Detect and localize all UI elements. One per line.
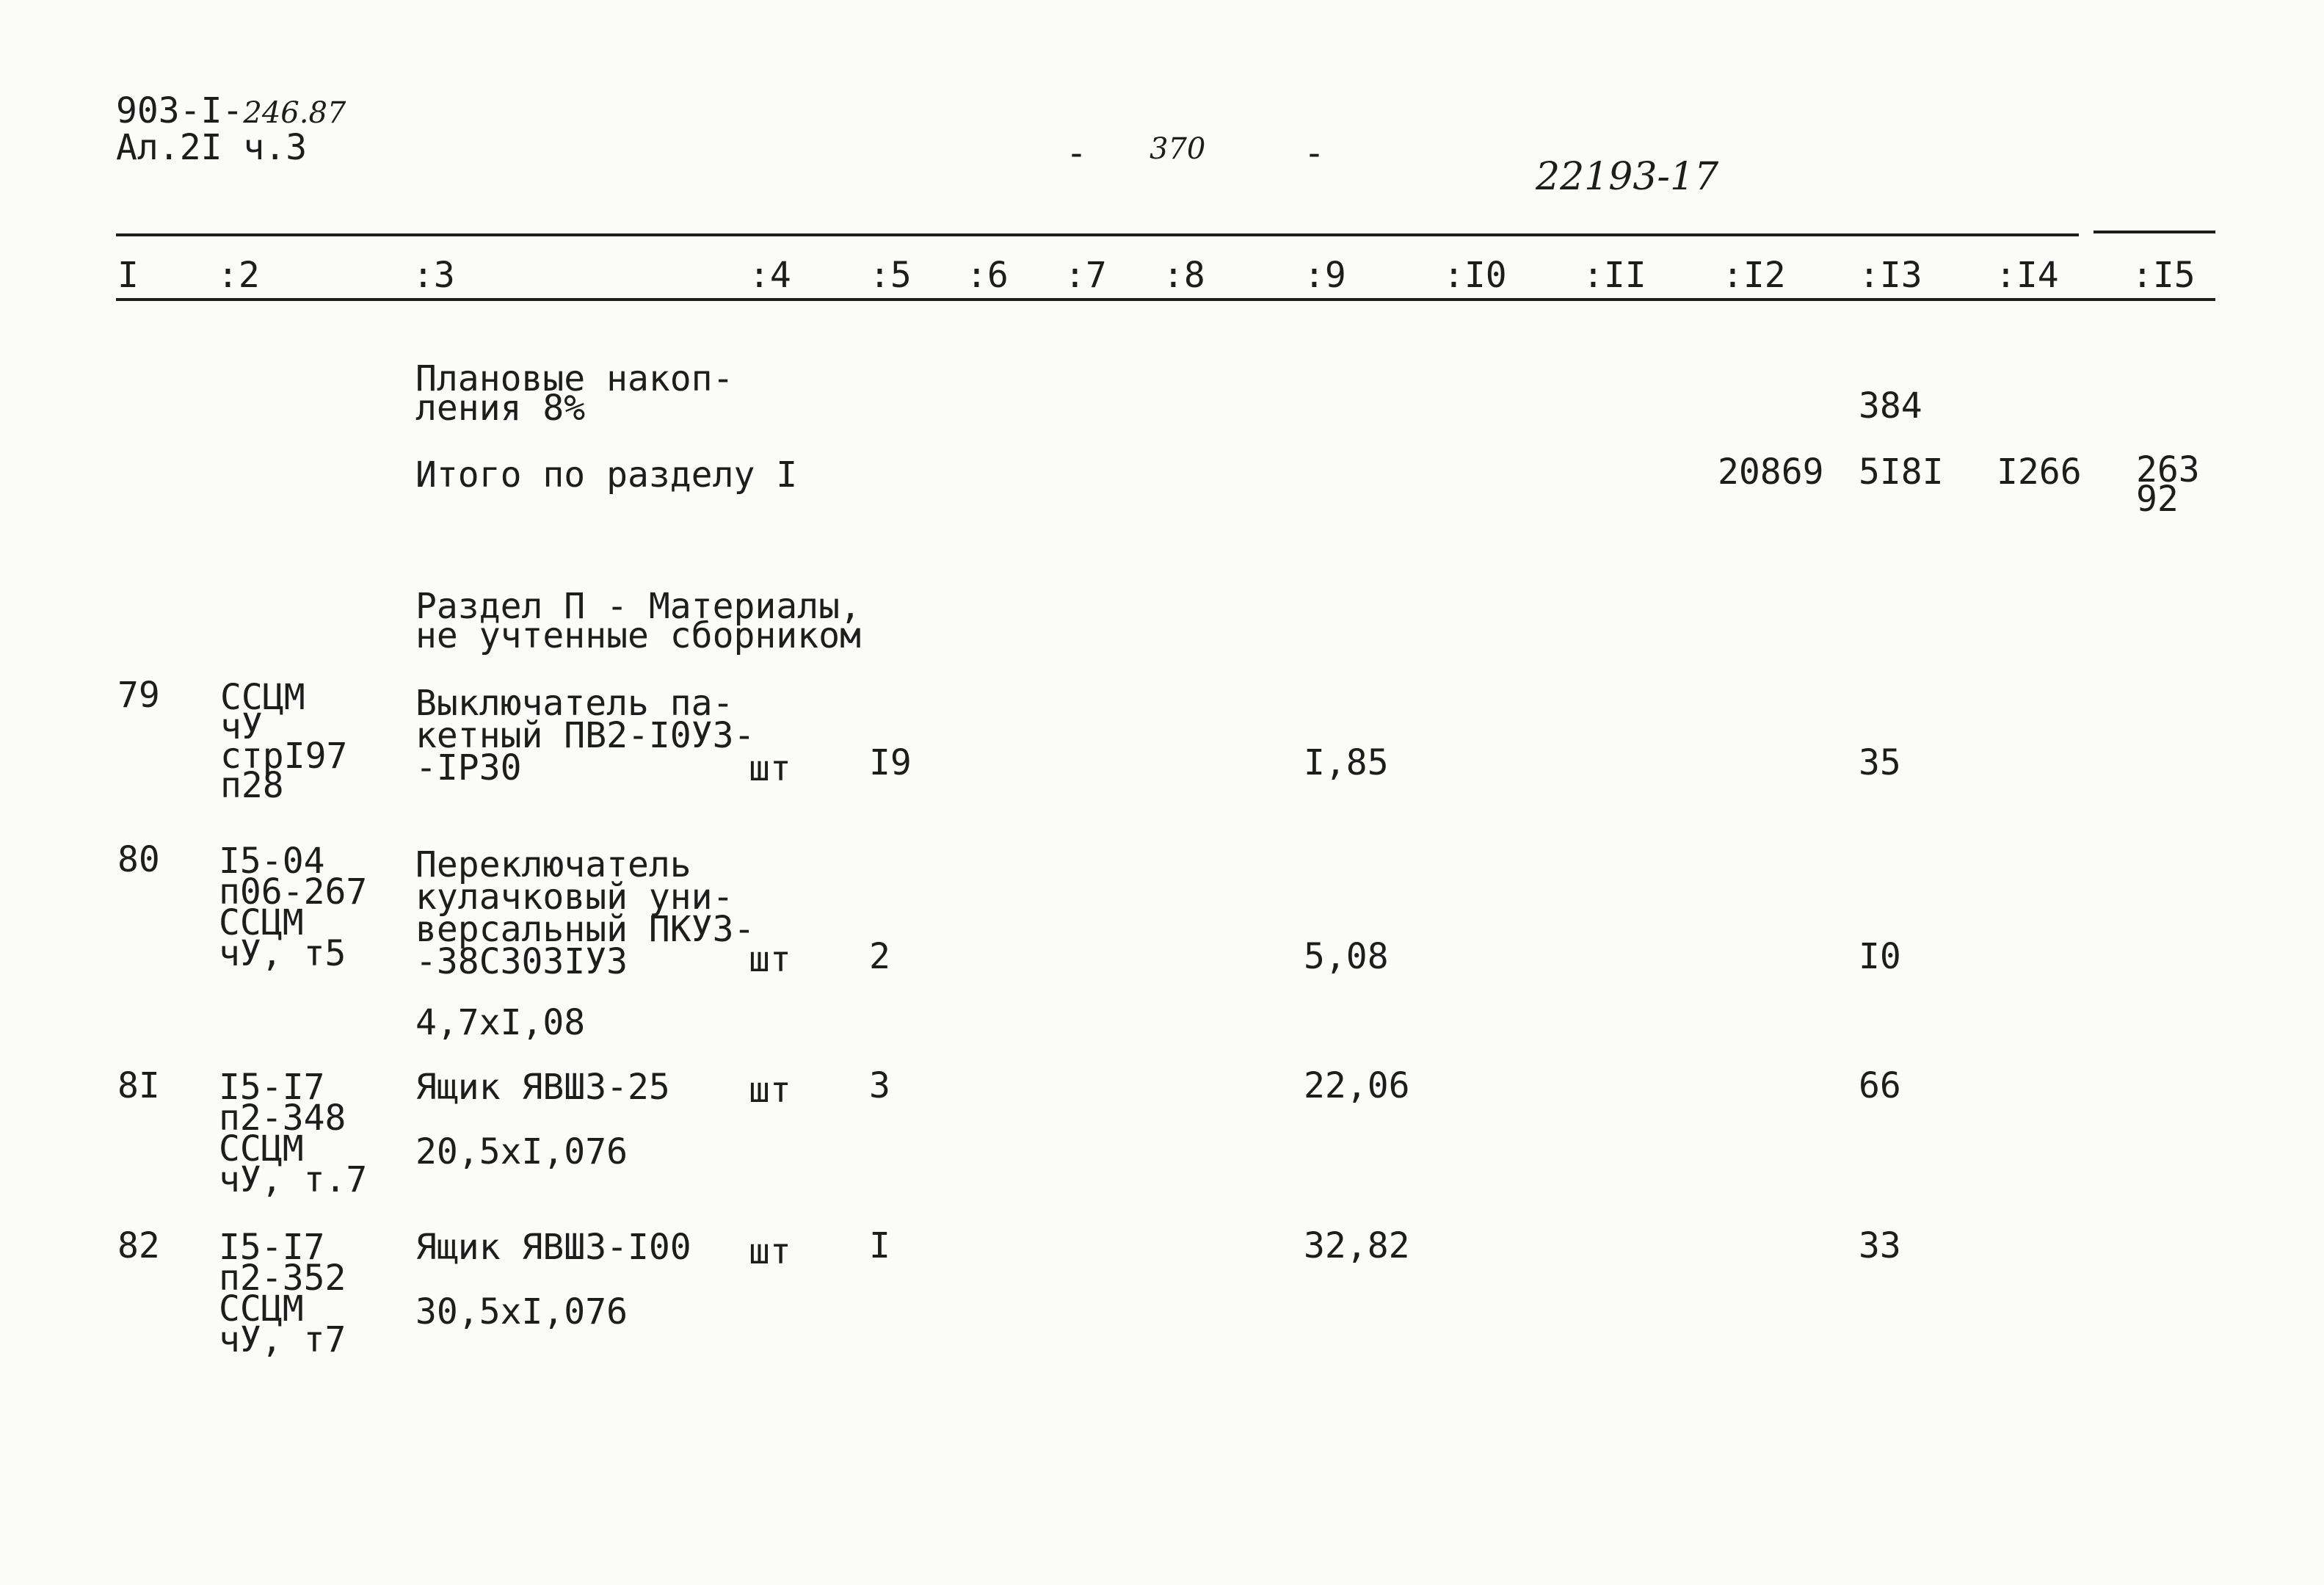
row-price: I,85 — [1304, 742, 1389, 783]
page-dash-right: - — [1304, 133, 1325, 174]
section-title: Раздел П - Материалы, не учтенные сборником — [415, 586, 861, 656]
row-qty: 3 — [869, 1065, 890, 1106]
row-total: 35 — [1859, 742, 1901, 783]
doc-code-printed: 903-I- — [116, 90, 244, 131]
row-name: Ящик ЯВШ3-I00 — [415, 1227, 691, 1268]
total-col14: I266 — [1997, 451, 2082, 493]
column-header: :I2 — [1722, 255, 1786, 296]
row-code: I5-I7 п2-348 ССЦМ чУ, т.7 — [219, 1067, 368, 1200]
column-header: :8 — [1163, 255, 1205, 296]
album-ref: Ал.2I ч.3 — [116, 127, 308, 168]
row-name: Выключатель па- кетный ПВ2-I0У3- -IP30 — [415, 683, 755, 788]
row-code: ССЦМ чУ стрI97 п28 — [220, 677, 348, 806]
top-rule — [116, 233, 2079, 236]
column-header: :4 — [749, 255, 791, 296]
row-code: I5-04 п06-267 ССЦМ чУ, т5 — [219, 841, 368, 974]
row-calc: 4,7хI,08 — [415, 1002, 586, 1043]
column-header: I — [117, 255, 139, 296]
column-header: :7 — [1064, 255, 1107, 296]
row-unit: шт — [749, 748, 791, 789]
column-header: :3 — [413, 255, 455, 296]
doc-code — [116, 90, 346, 131]
row-number: 82 — [117, 1225, 160, 1266]
total-col15: 263 92 — [2136, 449, 2200, 520]
header-bottom-rule — [116, 298, 2215, 301]
row-number: 80 — [117, 839, 160, 880]
row-price: 5,08 — [1304, 936, 1389, 977]
row-name: Ящик ЯВШ3-25 — [415, 1067, 670, 1108]
row-calc: 30,5хI,076 — [415, 1291, 628, 1332]
row-calc: 20,5хI,076 — [415, 1131, 628, 1172]
top-rule-right — [2094, 231, 2215, 233]
row-name: Переключатель кулачковый уни- версальный ПКУ3- -38С303IУ3 — [415, 844, 755, 982]
column-header: :I5 — [2132, 255, 2196, 296]
row-qty: I9 — [869, 742, 912, 783]
row-total: I0 — [1859, 936, 1901, 977]
row-price: 32,82 — [1304, 1225, 1410, 1266]
row-price: 22,06 — [1304, 1065, 1410, 1106]
row-code: I5-I7 п2-352 ССЦМ чУ, т7 — [219, 1227, 346, 1360]
planned-savings-value: 384 — [1859, 385, 1922, 427]
column-header: :I0 — [1443, 255, 1507, 296]
row-qty: 2 — [869, 936, 890, 977]
column-header: :I3 — [1859, 255, 1922, 296]
page-number: 370 — [1150, 132, 1206, 166]
doc-code-handwritten: 246.87 — [243, 96, 346, 130]
row-unit: шт — [749, 939, 791, 980]
row-unit: шт — [749, 1231, 791, 1272]
row-unit: шт — [749, 1070, 791, 1111]
total-label: Итого по разделу I — [415, 454, 798, 496]
row-total: 66 — [1859, 1065, 1901, 1106]
column-header: :5 — [869, 255, 912, 296]
total-col12: 20869 — [1718, 451, 1824, 493]
planned-savings-label: Плановые накоп- ления 8% — [415, 358, 734, 429]
page-dash-left: - — [1066, 133, 1087, 174]
column-header: :II — [1583, 255, 1646, 296]
column-header: :6 — [966, 255, 1009, 296]
doc-number: 22193-17 — [1536, 155, 1719, 199]
total-col13: 5I8I — [1859, 451, 1944, 493]
row-number: 8I — [117, 1065, 160, 1106]
column-header: :2 — [217, 255, 260, 296]
row-number: 79 — [117, 675, 160, 716]
row-qty: I — [869, 1225, 890, 1266]
column-header: :9 — [1304, 255, 1346, 296]
column-header: :I4 — [1995, 255, 2059, 296]
row-total: 33 — [1859, 1225, 1901, 1266]
